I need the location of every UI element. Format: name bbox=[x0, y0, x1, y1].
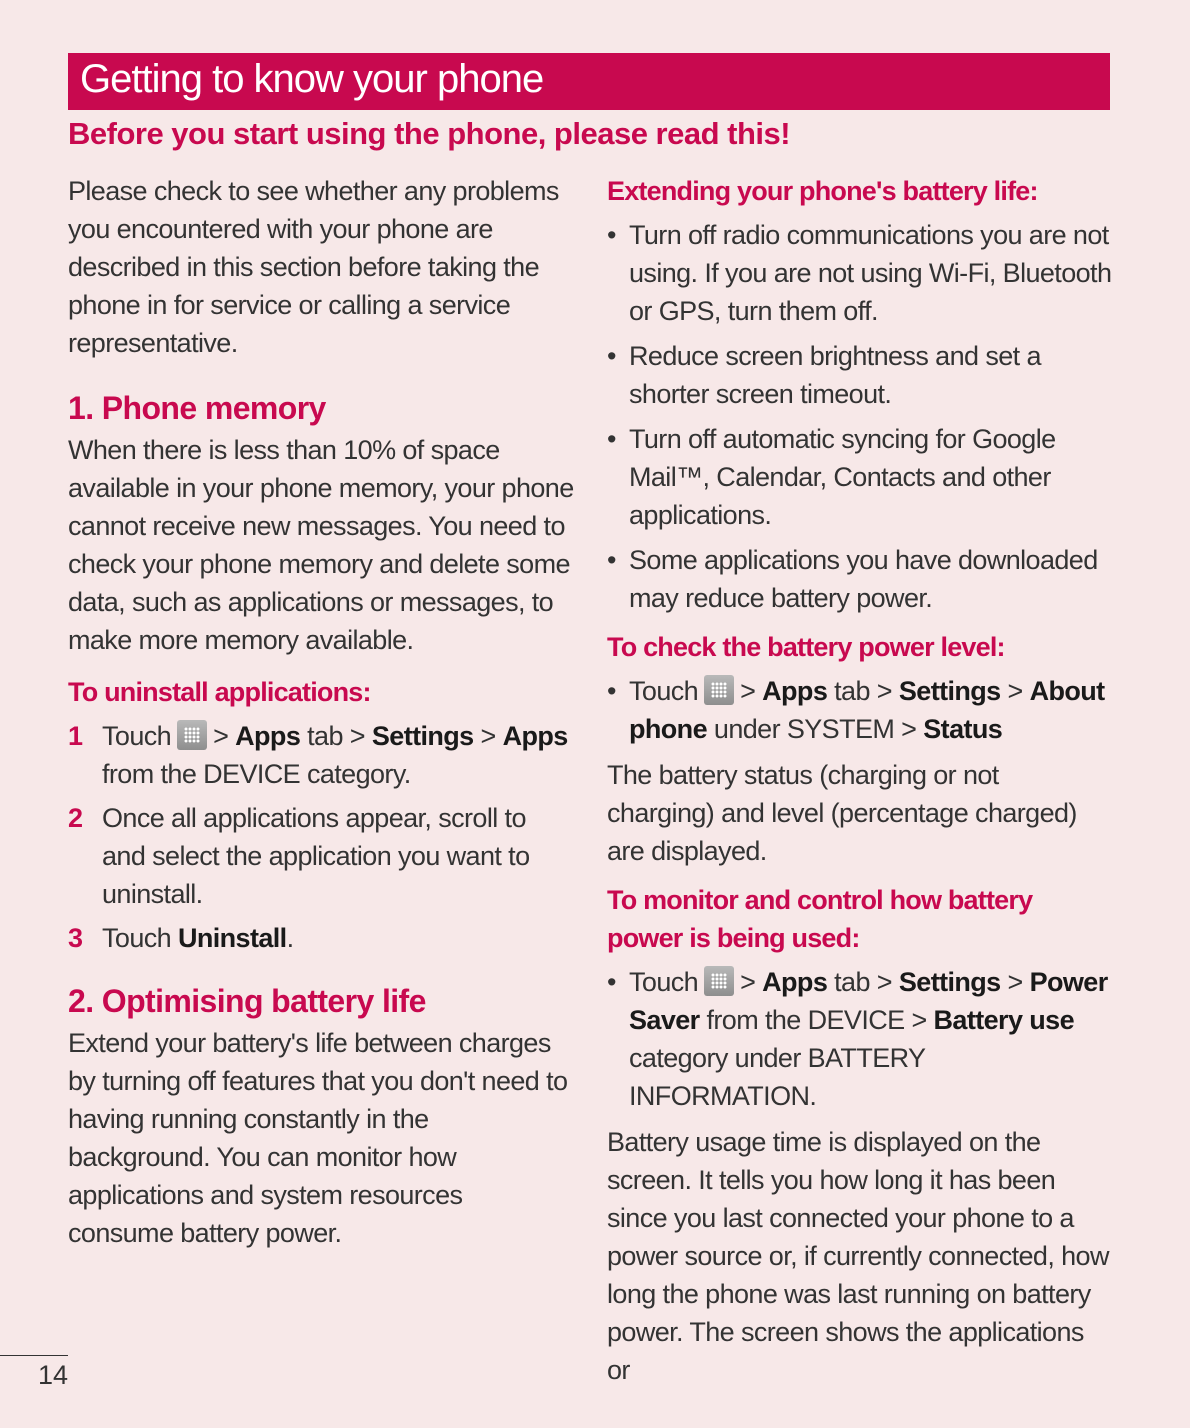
bullet-text: Turn off automatic syncing for Google Mail™, Calendar, Contacts and other applications. bbox=[629, 424, 1056, 530]
check-level-bullet bbox=[607, 672, 1112, 748]
bullet-text: under SYSTEM > bbox=[713, 714, 917, 744]
section-phone-memory-title: 1. Phone memory bbox=[68, 390, 326, 426]
header-bar bbox=[68, 53, 1110, 110]
check-level-body: The battery status (charging or not charging) and level (percentage charged) are displayed. bbox=[607, 760, 1077, 866]
settings-label: Settings bbox=[898, 676, 1001, 706]
monitor-bullet bbox=[607, 963, 1112, 1115]
step-text: > bbox=[213, 721, 229, 751]
page-number: 14 bbox=[38, 1360, 69, 1390]
uninstall-title: To uninstall applications: bbox=[68, 677, 371, 707]
bullet-text: > bbox=[740, 676, 756, 706]
left-column bbox=[68, 172, 574, 1252]
bullet-text: tab > bbox=[834, 967, 892, 997]
battery-use-label: Battery use bbox=[933, 1005, 1074, 1035]
tip-bullet bbox=[607, 541, 1112, 617]
bullet-text: from the DEVICE > bbox=[706, 1005, 927, 1035]
monitor-title: To monitor and control how battery power is being used: bbox=[607, 885, 1033, 953]
battery-body: Extend your battery's life between charges by turning off features that you don't need to having running constantly in the background. You can monitor how applications and system resources consume battery power. bbox=[68, 1028, 568, 1248]
apps-grid-icon bbox=[704, 675, 734, 705]
extending-title: Extending your phone's battery life: bbox=[607, 176, 1038, 206]
apps-tab-label: Apps bbox=[762, 967, 828, 997]
uninstall-label: Uninstall bbox=[177, 923, 287, 953]
bullet-icon: • bbox=[607, 220, 616, 250]
apps-label: Apps bbox=[502, 721, 568, 751]
tip-bullet bbox=[607, 420, 1112, 534]
step-number: 3 bbox=[68, 923, 83, 953]
uninstall-step bbox=[68, 717, 574, 793]
bullet-text: > bbox=[1007, 967, 1023, 997]
right-column bbox=[607, 172, 1112, 1389]
bullet-icon: • bbox=[607, 967, 616, 997]
uninstall-step bbox=[68, 799, 574, 913]
main-heading: Before you start using the phone, please read this! bbox=[68, 116, 791, 151]
step-text: Touch bbox=[102, 721, 172, 751]
status-label: Status bbox=[923, 714, 1003, 744]
bullet-icon: • bbox=[607, 341, 616, 371]
check-level-title: To check the battery power level: bbox=[607, 632, 1005, 662]
footer-divider bbox=[0, 1355, 68, 1356]
step-number: 2 bbox=[68, 803, 83, 833]
apps-grid-icon bbox=[704, 966, 734, 996]
step-text: . bbox=[286, 923, 294, 953]
apps-tab-label: Apps bbox=[235, 721, 301, 751]
bullet-text: > bbox=[740, 967, 756, 997]
step-text: from the DEVICE category. bbox=[102, 759, 411, 789]
bullet-text: tab > bbox=[834, 676, 892, 706]
bullet-text: Turn off radio communications you are not using. If you are not using Wi-Fi, Bluetooth or GPS, turn them off. bbox=[629, 220, 1112, 326]
settings-label: Settings bbox=[898, 967, 1001, 997]
bullet-text: Some applications you have downloaded may reduce battery power. bbox=[629, 545, 1098, 613]
bullet-icon: • bbox=[607, 676, 616, 706]
power-saver-label: Power Saver bbox=[629, 967, 1108, 1035]
step-text: tab > bbox=[307, 721, 365, 751]
phone-memory-body: When there is less than 10% of space available in your phone memory, your phone cannot receive new messages. You need to check your phone memory and delete some data, such as applications or messages, to make more memory available. bbox=[68, 435, 574, 655]
bullet-text: Touch bbox=[629, 676, 699, 706]
page-title: Getting to know your phone bbox=[80, 57, 544, 101]
uninstall-step bbox=[68, 919, 574, 957]
step-text: > bbox=[480, 721, 496, 751]
intro-paragraph: Please check to see whether any problems you encountered with your phone are described in this section before taking the phone in for service or calling a service representative. bbox=[68, 176, 559, 358]
tip-bullet bbox=[607, 216, 1112, 330]
step-text: Touch bbox=[102, 923, 172, 953]
apps-tab-label: Apps bbox=[762, 676, 828, 706]
bullet-text: > bbox=[1007, 676, 1023, 706]
bullet-icon: • bbox=[607, 545, 616, 575]
apps-grid-icon bbox=[177, 720, 207, 750]
step-number: 1 bbox=[68, 721, 83, 751]
bullet-icon: • bbox=[607, 424, 616, 454]
bullet-text: category under BATTERY INFORMATION. bbox=[629, 1043, 925, 1111]
tip-bullet bbox=[607, 337, 1112, 413]
section-battery-title: 2. Optimising battery life bbox=[68, 983, 426, 1019]
bullet-text: Reduce screen brightness and set a shorter screen timeout. bbox=[629, 341, 1041, 409]
settings-label: Settings bbox=[371, 721, 474, 751]
monitor-body: Battery usage time is displayed on the screen. It tells you how long it has been since you last connected your phone to a power source or, if currently connected, how long the phone was last running on battery power. The screen shows the applications or bbox=[607, 1127, 1109, 1385]
about-phone-label: About phone bbox=[629, 676, 1105, 744]
bullet-text: Touch bbox=[629, 967, 699, 997]
step-text: Once all applications appear, scroll to and select the application you want to uninstall. bbox=[102, 803, 530, 909]
